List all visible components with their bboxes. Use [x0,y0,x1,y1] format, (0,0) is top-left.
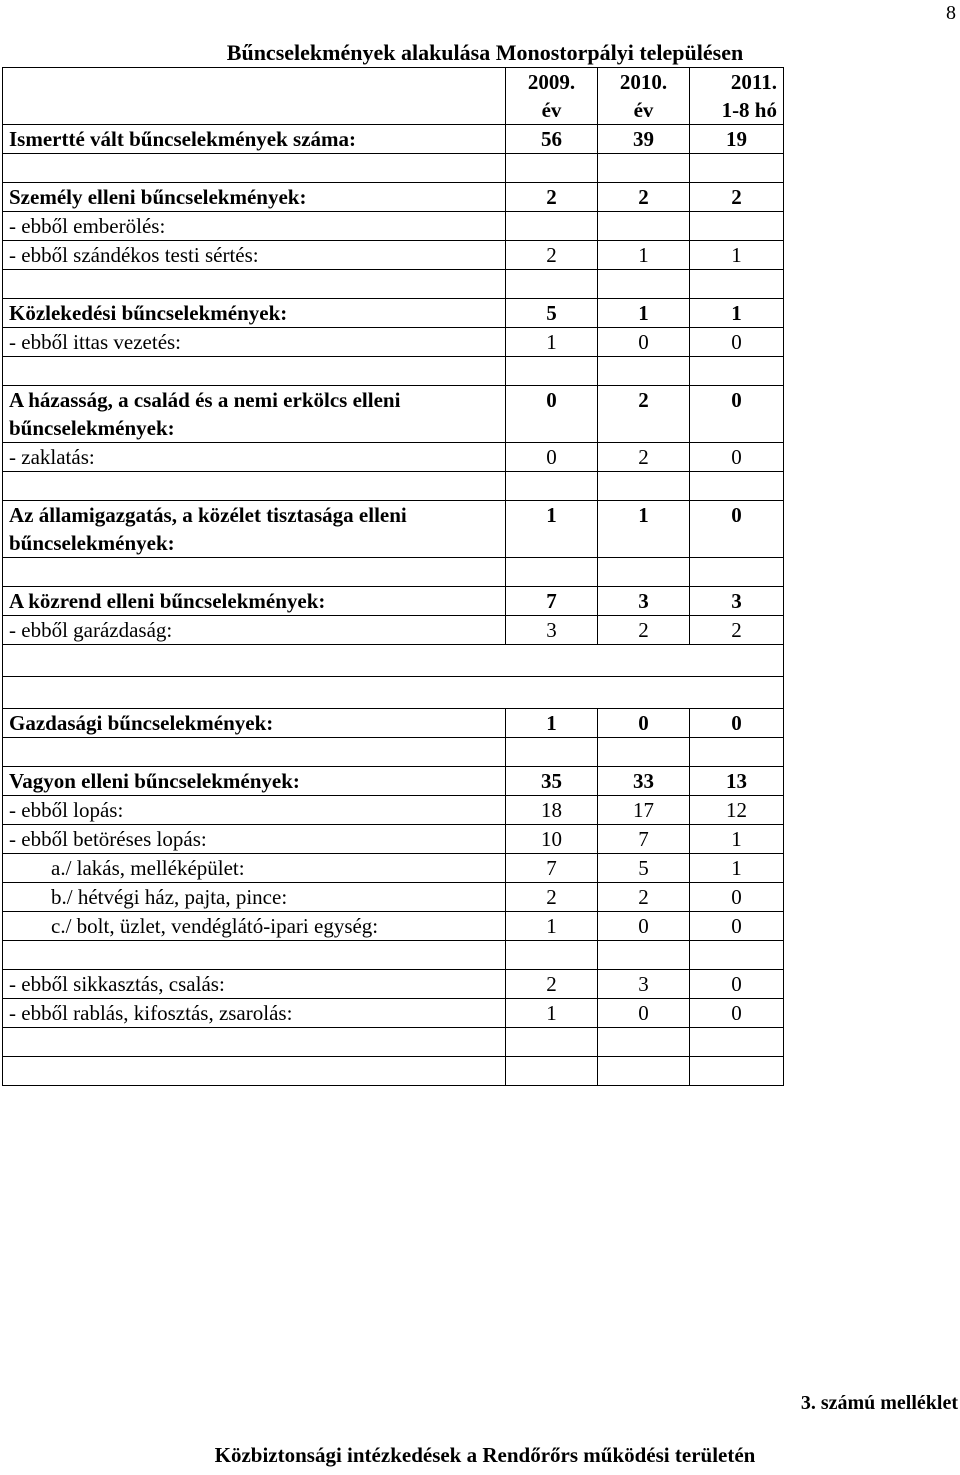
value-2011: 12 [690,796,784,825]
value-2010: 2 [598,386,690,443]
row-label: Ismertté vált bűncselekmények száma: [3,125,506,154]
table-row [3,183,784,212]
row-label: - ebből ittas vezetés: [3,328,506,357]
value-2010: 0 [598,999,690,1028]
header-period: év [541,98,562,122]
table-row [3,825,784,854]
annex-label: 3. számú melléklet [800,1392,958,1414]
value-2009: 10 [506,825,598,854]
table-row [3,328,784,357]
header-year: 2010. [619,70,668,94]
value-2009: 0 [506,386,598,443]
value-2010: 7 [598,825,690,854]
empty-row [3,645,784,677]
section-title: Közbiztonsági intézkedések a Rendőrőrs működési területén [214,1443,756,1467]
empty-row [3,154,784,183]
row-label: - zaklatás: [3,443,506,472]
header-row [3,68,784,125]
value-2011: 3 [690,587,784,616]
row-label: a./ lakás, melléképület: [3,854,506,883]
value-2009: 2 [506,970,598,999]
value-2011: 0 [690,912,784,941]
value-2009: 35 [506,767,598,796]
value-2009: 3 [506,616,598,645]
value-2011: 1 [690,241,784,270]
table-row [3,299,784,328]
table-row [3,912,784,941]
value-2011: 0 [690,709,784,738]
table-row [3,386,784,443]
row-label: - ebből szándékos testi sértés: [3,241,506,270]
value-2009: 1 [506,709,598,738]
value-2011: 19 [690,125,784,154]
empty-row [3,558,784,587]
empty-row [3,472,784,501]
table-row [3,501,784,558]
value-2010: 0 [598,912,690,941]
value-2009: 2 [506,241,598,270]
row-label: - ebből lopás: [3,796,506,825]
table-row [3,587,784,616]
table-row [3,854,784,883]
value-2011: 1 [690,299,784,328]
table-row [3,212,784,241]
row-label: - ebből sikkasztás, csalás: [3,970,506,999]
value-2010: 1 [598,501,690,558]
value-2011: 0 [690,999,784,1028]
value-2009: 7 [506,854,598,883]
empty-row [3,357,784,386]
header-label-cell [3,68,506,125]
empty-row [3,1028,784,1057]
table-row [3,883,784,912]
empty-row [3,1057,784,1086]
row-label: Gazdasági bűncselekmények: [3,709,506,738]
header-year: 2011. [730,70,777,94]
page-number: 8 [946,2,956,24]
table-row [3,125,784,154]
value-2009: 1 [506,999,598,1028]
table-row [3,443,784,472]
table-row [3,999,784,1028]
table-row [3,796,784,825]
row-label: b./ hétvégi ház, pajta, pince: [3,883,506,912]
value-2010: 3 [598,970,690,999]
row-label: Közlekedési bűncselekmények: [3,299,506,328]
value-2009: 2 [506,883,598,912]
row-label: A közrend elleni bűncselekmények: [3,587,506,616]
row-label: - ebből betöréses lopás: [3,825,506,854]
value-2011: 2 [690,183,784,212]
crime-statistics-table [2,67,784,1086]
value-2009: 2 [506,183,598,212]
value-2010: 17 [598,796,690,825]
table-title: Bűncselekmények alakulása Monostorpályi településen [226,40,744,65]
value-2010 [598,212,690,241]
header-period: 1-8 hó [721,98,777,122]
value-2011: 1 [690,825,784,854]
value-2010: 5 [598,854,690,883]
value-2010: 2 [598,183,690,212]
value-2010: 39 [598,125,690,154]
value-2009: 56 [506,125,598,154]
row-label: Személy elleni bűncselekmények: [3,183,506,212]
value-2010: 2 [598,443,690,472]
value-2010: 0 [598,709,690,738]
value-2010: 33 [598,767,690,796]
value-2009: 7 [506,587,598,616]
empty-row [3,738,784,767]
header-2010 [598,68,690,125]
value-2010: 3 [598,587,690,616]
value-2011: 0 [690,501,784,558]
value-2009: 1 [506,912,598,941]
row-label: Vagyon elleni bűncselekmények: [3,767,506,796]
row-label: Az államigazgatás, a közélet tisztasága elleni bűncselekmények: [3,501,506,558]
value-2011: 1 [690,854,784,883]
value-2009: 1 [506,328,598,357]
empty-row [3,677,784,709]
table-row [3,709,784,738]
header-period: év [633,98,654,122]
value-2009: 1 [506,501,598,558]
empty-row [3,941,784,970]
header-2009 [506,68,598,125]
value-2010: 1 [598,241,690,270]
value-2011: 0 [690,970,784,999]
value-2011: 0 [690,443,784,472]
header-year: 2009. [527,70,576,94]
row-label: c./ bolt, üzlet, vendéglátó-ipari egység: [3,912,506,941]
value-2010: 2 [598,616,690,645]
row-label: A házasság, a család és a nemi erkölcs elleni bűncselekmények: [3,386,506,443]
value-2011: 0 [690,328,784,357]
value-2009: 18 [506,796,598,825]
table-row [3,767,784,796]
empty-row [3,270,784,299]
header-2011 [690,68,784,125]
value-2011: 0 [690,883,784,912]
value-2009 [506,212,598,241]
value-2011: 2 [690,616,784,645]
value-2009: 0 [506,443,598,472]
table-row [3,970,784,999]
value-2010: 1 [598,299,690,328]
row-label: - ebből emberölés: [3,212,506,241]
table-row [3,241,784,270]
value-2010: 0 [598,328,690,357]
value-2009: 5 [506,299,598,328]
value-2010: 2 [598,883,690,912]
row-label: - ebből rablás, kifosztás, zsarolás: [3,999,506,1028]
value-2011 [690,212,784,241]
value-2011: 0 [690,386,784,443]
table-row [3,616,784,645]
row-label: - ebből garázdaság: [3,616,506,645]
value-2011: 13 [690,767,784,796]
